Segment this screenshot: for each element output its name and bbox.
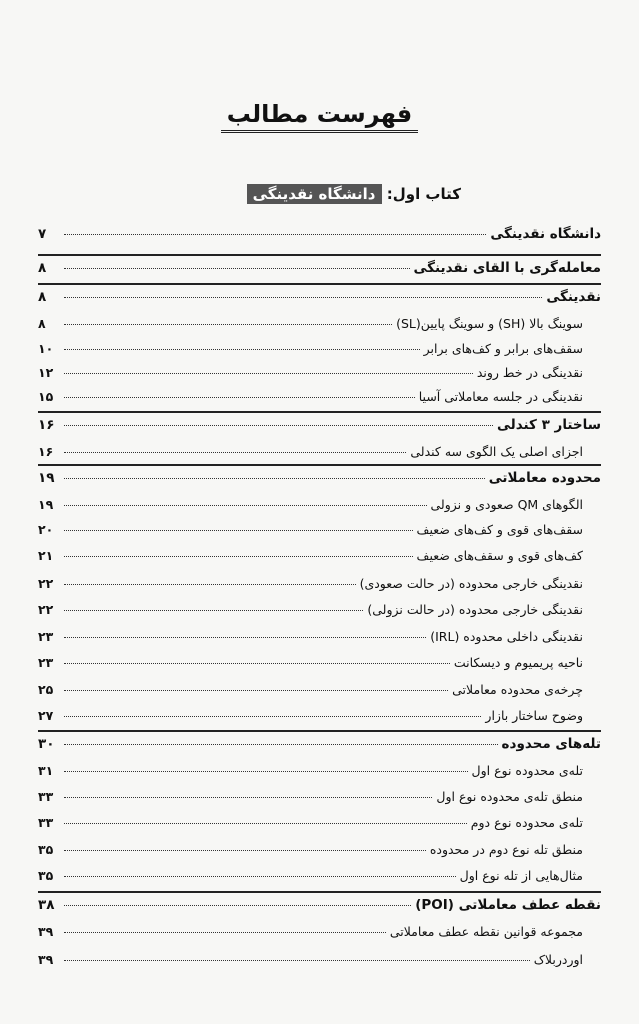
toc-entry-leader — [64, 823, 467, 824]
toc-entry-leader — [64, 960, 530, 961]
toc-entry-page: ۱۲ — [38, 365, 54, 380]
toc-entry-leader — [64, 297, 542, 298]
toc-entry — [38, 389, 601, 404]
toc-entry-leader — [64, 932, 386, 933]
toc-entry — [38, 260, 601, 276]
toc-entry-page: ۱۶ — [38, 444, 54, 459]
page-title: فهرست مطالب — [221, 100, 419, 133]
section-divider — [38, 464, 601, 466]
toc-entry-page: ۲۷ — [38, 708, 54, 723]
toc-entry — [38, 789, 601, 804]
toc-entry-page: ۲۰ — [38, 522, 54, 537]
toc-entry-page: ۱۹ — [38, 470, 55, 486]
toc-entry-title: سقف‌های قوی و کف‌های ضعیف — [416, 522, 583, 537]
toc-entry — [38, 226, 601, 242]
toc-entry-leader — [64, 876, 456, 877]
toc-entry-leader — [64, 530, 413, 531]
toc-entry-page: ۸ — [38, 289, 47, 305]
toc-entry — [38, 341, 601, 356]
toc-entry-page: ۳۹ — [38, 924, 54, 939]
toc-entry — [38, 316, 601, 331]
toc-entry — [38, 868, 601, 883]
toc-entry-title: نقدینگی در جلسه معاملاتی آسیا — [418, 389, 583, 404]
toc-entry-page: ۲۵ — [38, 682, 54, 697]
toc-entry-leader — [64, 425, 493, 426]
toc-entry — [38, 682, 601, 697]
toc-entry-page: ۲۳ — [38, 655, 54, 670]
toc-entry-leader — [64, 610, 363, 611]
toc-entry-title: چرخه‌ی محدوده معاملاتی — [452, 682, 583, 697]
book-label-box — [239, 183, 469, 206]
toc-entry — [38, 444, 601, 459]
toc-entry-page: ۳۵ — [38, 868, 54, 883]
toc-entry-page: ۸ — [38, 260, 47, 276]
toc-entry-title: منطق تله نوع دوم در محدوده — [429, 842, 583, 857]
toc-entry-leader — [64, 505, 427, 506]
toc-entry-title: دانشگاه نقدینگی — [490, 226, 601, 242]
toc-entry — [38, 289, 601, 305]
toc-entry — [38, 897, 601, 913]
toc-entry — [38, 522, 601, 537]
toc-entry — [38, 763, 601, 778]
toc-entry — [38, 629, 601, 644]
toc-entry-leader — [64, 663, 450, 664]
toc-entry — [38, 842, 601, 857]
toc-entry-page: ۱۹ — [38, 497, 54, 512]
toc-entry-title: کف‌های قوی و سقف‌های ضعیف — [416, 548, 583, 563]
toc-entry-title: تله‌ی محدوده نوع اول — [471, 763, 583, 778]
toc-entry-title: معامله‌گری با القای نقدینگی — [413, 260, 601, 276]
toc-entry-leader — [64, 797, 432, 798]
toc-entry — [38, 365, 601, 380]
title-wrap — [0, 100, 639, 133]
toc-entry-title: الگوهای QM صعودی و نزولی — [430, 497, 583, 512]
toc-entry-leader — [64, 771, 468, 772]
toc-entry-leader — [64, 556, 413, 557]
toc-entry — [38, 417, 601, 433]
toc-entry-page: ۱۰ — [38, 341, 54, 356]
toc-entry-page: ۳۰ — [38, 736, 55, 752]
toc-entry-title: نقدینگی در خط روند — [476, 365, 583, 380]
toc-entry-title: محدوده معاملاتی — [488, 470, 601, 486]
toc-entry-title: سوینگ بالا (SH) و سوینگ پایین(SL) — [396, 316, 583, 331]
toc-entry-page: ۲۲ — [38, 576, 54, 591]
toc-entry-leader — [64, 373, 473, 374]
toc-entry-page: ۳۹ — [38, 952, 54, 967]
toc-entry-title: نقطه عطف معاملاتی (POI) — [415, 897, 601, 913]
toc-entry-page: ۱۵ — [38, 389, 54, 404]
toc-entry-title: منطق تله‌ی محدوده نوع اول — [436, 789, 583, 804]
toc-entry-title: تله‌ی محدوده نوع دوم — [470, 815, 583, 830]
toc-entry-leader — [64, 452, 406, 453]
toc-entry-page: ۸ — [38, 316, 46, 331]
toc-entry-page: ۷ — [38, 226, 47, 242]
toc-entry-leader — [64, 397, 415, 398]
toc-entry — [38, 952, 601, 967]
section-divider — [38, 891, 601, 893]
toc-entry — [38, 655, 601, 670]
toc-entry-title: وضوح ساختار بازار — [485, 708, 583, 723]
toc-entry — [38, 497, 601, 512]
toc-entry-leader — [64, 905, 411, 906]
toc-entry-title: تله‌های محدوده — [501, 736, 601, 752]
toc-entry-page: ۱۶ — [38, 417, 55, 433]
book-label: کتاب اول: — [386, 185, 461, 203]
toc-entry — [38, 815, 601, 830]
toc-entry-title: نقدینگی — [546, 289, 601, 305]
section-divider — [38, 411, 601, 413]
toc-entry-title: اجزای اصلی یک الگوی سه کندلی — [410, 444, 583, 459]
toc-entry — [38, 708, 601, 723]
toc-entry-page: ۳۱ — [38, 763, 54, 778]
toc-entry-leader — [64, 716, 481, 717]
toc-entry-leader — [64, 349, 420, 350]
toc-entry-title: سقف‌های برابر و کف‌های برابر — [423, 341, 583, 356]
toc-entry-title: مثال‌هایی از تله نوع اول — [459, 868, 583, 883]
toc-entry — [38, 576, 601, 591]
toc-entry-leader — [64, 584, 356, 585]
toc-entry-page: ۳۵ — [38, 842, 54, 857]
toc-entry-page: ۳۸ — [38, 897, 55, 913]
toc-entry — [38, 924, 601, 939]
toc-entry-page: ۲۳ — [38, 629, 54, 644]
toc-entry — [38, 470, 601, 486]
toc-entry-title: نقدینگی خارجی محدوده (در حالت نزولی) — [367, 602, 583, 617]
toc-entry-leader — [64, 268, 410, 269]
toc-entry-leader — [64, 234, 486, 235]
section-divider — [38, 254, 601, 256]
toc-entry-title: نقدینگی خارجی محدوده (در حالت صعودی) — [359, 576, 583, 591]
section-divider — [38, 283, 601, 285]
toc-entry-leader — [64, 850, 426, 851]
toc-entry-page: ۳۳ — [38, 789, 54, 804]
toc-entry-title: ناحیه پریمیوم و دیسکانت — [453, 655, 583, 670]
toc-entry-leader — [64, 690, 448, 691]
toc-entry-leader — [64, 478, 485, 479]
toc-entry-title: ساختار ۳ کندلی — [497, 417, 601, 433]
section-divider — [38, 730, 601, 732]
toc-entry — [38, 602, 601, 617]
toc-entry — [38, 548, 601, 563]
toc-entry-page: ۲۲ — [38, 602, 54, 617]
toc-entry-page: ۲۱ — [38, 548, 54, 563]
toc-entry-page: ۳۳ — [38, 815, 54, 830]
toc-entry-leader — [64, 744, 498, 745]
toc-entry-title: اوردربلاک — [533, 952, 583, 967]
book-name: دانشگاه نقدینگی — [247, 184, 382, 204]
toc-entry-title: نقدینگی داخلی محدوده (IRL) — [430, 629, 583, 644]
book-heading — [239, 183, 469, 206]
toc-entry-leader — [64, 324, 392, 325]
toc-entry — [38, 736, 601, 752]
toc-entry-leader — [64, 637, 426, 638]
toc-entry-title: مجموعه قوانین نقطه عطف معاملاتی — [389, 924, 583, 939]
